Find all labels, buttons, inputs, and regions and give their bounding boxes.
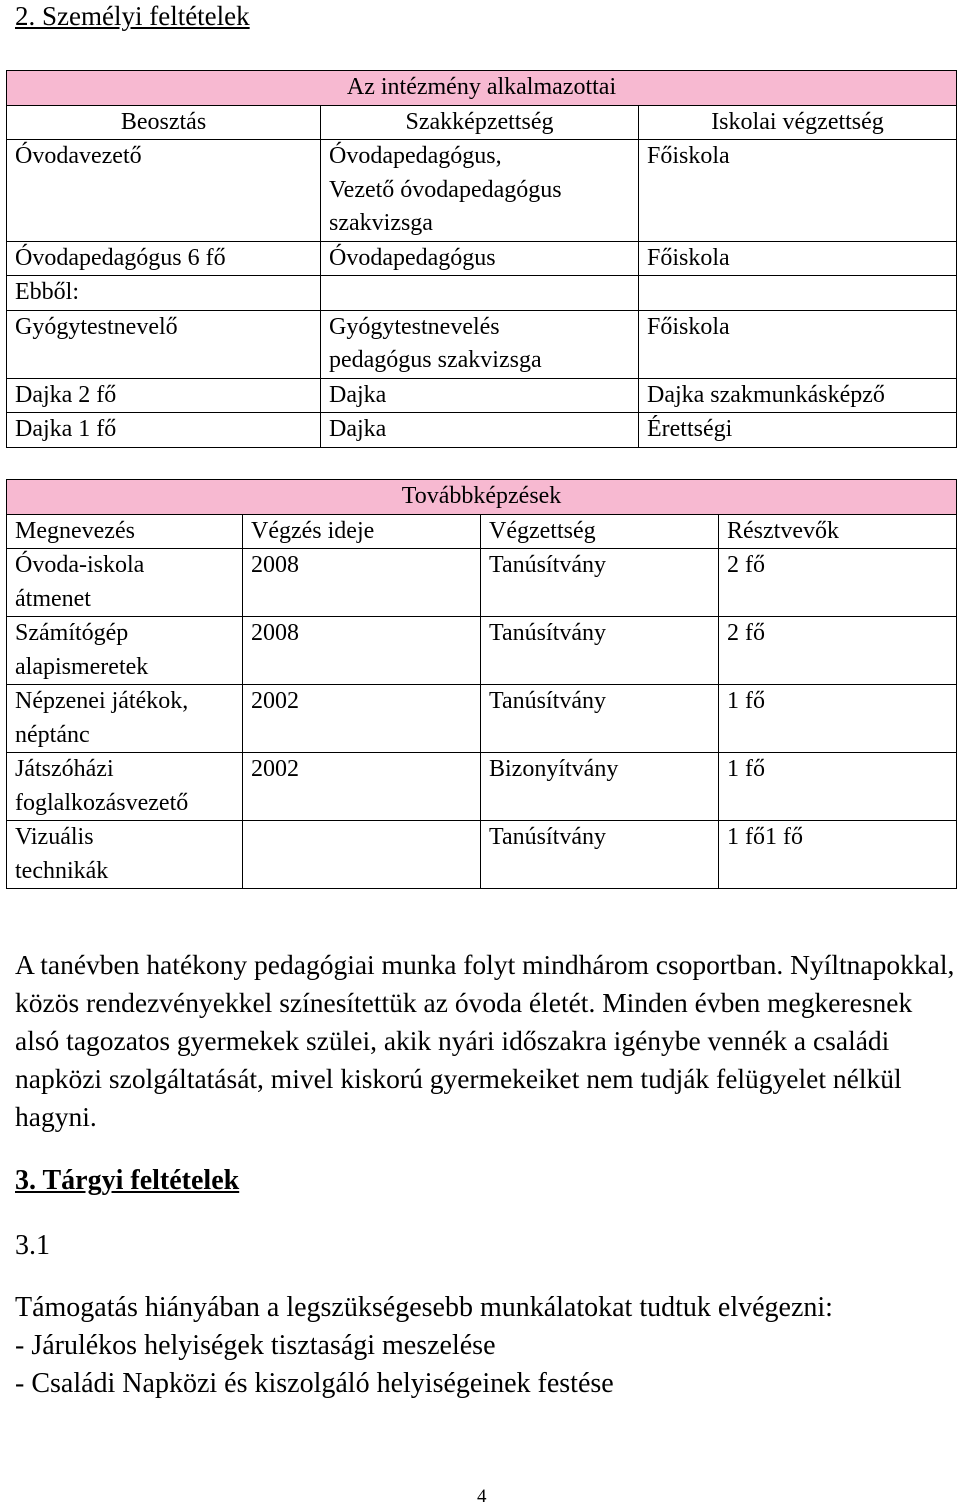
table-caption: Az intézmény alkalmazottai	[7, 71, 957, 106]
table-cell: Tanúsítvány	[481, 617, 719, 685]
table-cell: Óvodapedagógus	[321, 241, 639, 276]
table-cell: Vizuális technikák	[7, 821, 243, 889]
table-row	[7, 140, 957, 242]
summary-paragraph: A tanévben hatékony pedagógiai munka folyt mindhárom csoportban. Nyíltnapokkal, közös rendezvényekkel színesítettük az óvoda életét. Minden évben megkeresnek alsó tagozatos gyermekek szülei, akik nyári időszakra igénybe vennék a családi napközi szolgáltatását, mivel kiskorú gyermekeiket nem tudják felügyelet nélkül hagyni.	[15, 949, 955, 1132]
table-cell: Népzenei játékok, néptánc	[7, 685, 243, 753]
column-header: Beosztás	[7, 105, 321, 140]
table-cell: Óvodapedagógus 6 fő	[7, 241, 321, 276]
table-cell: Dajka	[321, 413, 639, 448]
page-number: 4	[477, 1486, 487, 1507]
caption-row	[7, 480, 957, 515]
table-cell: Óvoda-iskola átmenet	[7, 549, 243, 617]
table-row	[7, 276, 957, 311]
table-cell: 2008	[243, 617, 481, 685]
header-row	[7, 105, 957, 140]
table-cell: Főiskola	[639, 140, 957, 242]
staff-table	[6, 70, 957, 448]
table-cell: 2008	[243, 549, 481, 617]
table-cell: Főiskola	[639, 241, 957, 276]
table-cell: 1 fő	[719, 685, 957, 753]
table-cell: Főiskola	[639, 310, 957, 378]
table-cell: Tanúsítvány	[481, 685, 719, 753]
column-header: Iskolai végzettség	[639, 105, 957, 140]
table-cell: 2 fő	[719, 617, 957, 685]
table-cell: Játszóházi foglalkozásvezető	[7, 753, 243, 821]
table-row	[7, 549, 957, 617]
column-header: Résztvevők	[719, 514, 957, 549]
table-cell: 2002	[243, 685, 481, 753]
table-cell: Tanúsítvány	[481, 821, 719, 889]
work-item: - Családi Napközi és kiszolgáló helyiségeinek festése	[15, 1368, 614, 1399]
training-table	[6, 479, 957, 889]
table-cell: Számítógép alapismeretek	[7, 617, 243, 685]
table-cell	[321, 276, 639, 311]
table-cell: Dajka	[321, 378, 639, 413]
section-3-title: 3. Tárgyi feltételek	[15, 1165, 240, 1196]
table-cell: Óvodavezető	[7, 140, 321, 242]
column-header: Megnevezés	[7, 514, 243, 549]
table-row	[7, 753, 957, 821]
table-cell: Ebből:	[7, 276, 321, 311]
table-cell	[639, 276, 957, 311]
subsection-number: 3.1	[15, 1230, 50, 1261]
table-row	[7, 378, 957, 413]
table-cell: Gyógytestnevelő	[7, 310, 321, 378]
table-row	[7, 821, 957, 889]
work-item: - Járulékos helyiségek tisztasági meszelése	[15, 1330, 496, 1361]
table-caption: Továbbképzések	[7, 480, 957, 515]
column-header: Végzés ideje	[243, 514, 481, 549]
table-cell: Óvodapedagógus, Vezető óvodapedagógus szakvizsga	[321, 140, 639, 242]
table-cell: Érettségi	[639, 413, 957, 448]
table-cell: Gyógytestnevelés pedagógus szakvizsga	[321, 310, 639, 378]
table-cell	[243, 821, 481, 889]
table-cell: Dajka szakmunkásképző	[639, 378, 957, 413]
header-row	[7, 514, 957, 549]
support-intro: Támogatás hiányában a legszükségesebb munkálatokat tudtuk elvégezni:	[15, 1292, 833, 1323]
table-row	[7, 617, 957, 685]
table-cell: Tanúsítvány	[481, 549, 719, 617]
table-cell: 1 fő	[719, 753, 957, 821]
column-header: Végzettség	[481, 514, 719, 549]
section-2-title: 2. Személyi feltételek	[15, 1, 250, 31]
table-row	[7, 241, 957, 276]
table-row	[7, 685, 957, 753]
table-row	[7, 413, 957, 448]
table-cell: Dajka 1 fő	[7, 413, 321, 448]
column-header: Szakképzettség	[321, 105, 639, 140]
caption-row	[7, 71, 957, 106]
table-cell: 2002	[243, 753, 481, 821]
table-cell: 2 fő	[719, 549, 957, 617]
works-list	[15, 1289, 833, 1403]
table-cell: Bizonyítvány	[481, 753, 719, 821]
table-row	[7, 310, 957, 378]
table-cell: Dajka 2 fő	[7, 378, 321, 413]
table-cell: 1 fő1 fő	[719, 821, 957, 889]
